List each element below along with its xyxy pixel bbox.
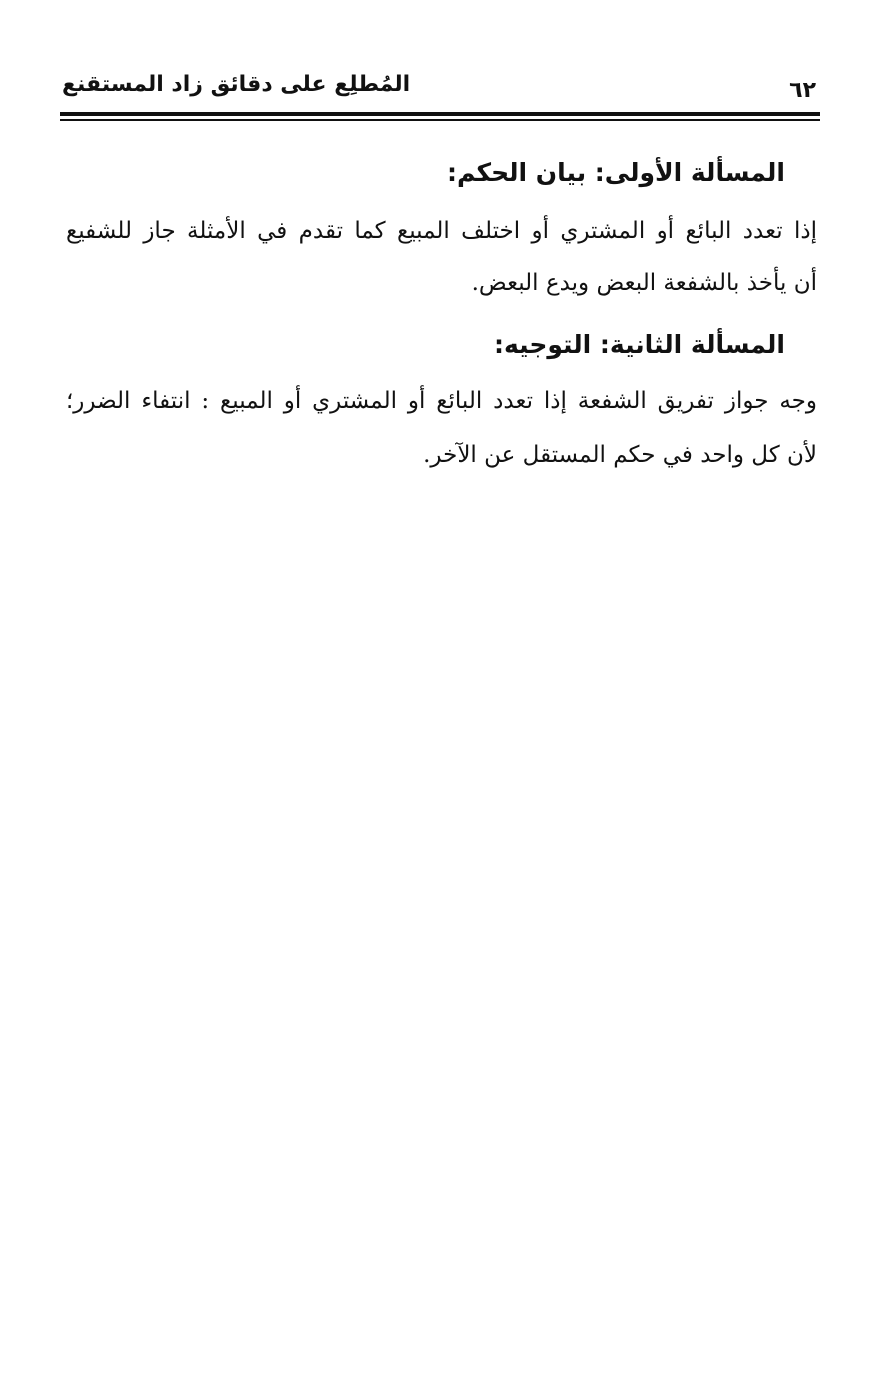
section-heading-first: المسألة الأولى: بيان الحكم: [446, 158, 785, 187]
paragraph-line: لأن كل واحد في حكم المستقل عن الآخر. [423, 442, 817, 468]
page-number: ٦٢ [789, 78, 816, 103]
paragraph-line: أن يأخذ بالشفعة البعض ويدع البعض. [471, 270, 817, 296]
section-heading-second: المسألة الثانية: التوجيه: [493, 330, 785, 359]
page-header [60, 66, 818, 106]
paragraph-line: وجه جواز تفريق الشفعة إذا تعدد البائع أو المشتري أو المبيع : انتفاء الضرر؛ [66, 388, 817, 414]
running-title: المُطلِع على دقائق زاد المستقنع [62, 72, 411, 97]
header-rule-thick [60, 112, 820, 116]
paragraph-line: إذا تعدد البائع أو المشتري أو اختلف المبيع كما تقدم في الأمثلة جاز للشفيع [66, 218, 818, 244]
header-rule-thin [60, 119, 820, 121]
